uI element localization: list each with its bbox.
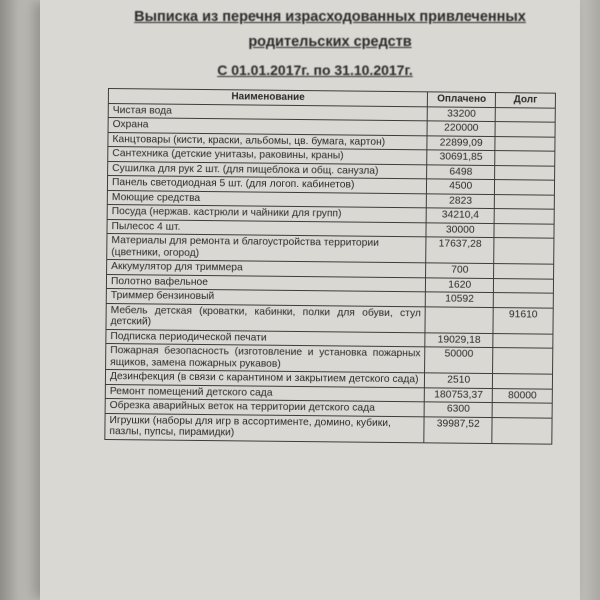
paid-amount: 10592: [426, 292, 494, 307]
item-name: Триммер бензиновый: [106, 288, 425, 306]
debt-amount: [494, 278, 554, 293]
debt-amount: [492, 403, 552, 418]
debt-amount: 80000: [492, 388, 552, 403]
debt-amount: [495, 165, 555, 180]
item-name: Охрана: [108, 118, 427, 136]
debt-amount: [493, 348, 553, 375]
paid-amount: 700: [426, 263, 494, 278]
item-name: Чистая вода: [108, 103, 427, 121]
item-name: Моющие средства: [107, 190, 426, 208]
item-name: Сантехника (детские унитазы, раковины, краны): [108, 147, 427, 165]
paid-amount: 1620: [426, 277, 494, 292]
paid-amount: 34210,4: [426, 208, 494, 223]
item-name: Мебель детская (кроватки, кабинки, полки для обуви, стул детский): [106, 303, 426, 332]
item-name: Игрушки (наборы для игр в ассортименте, домино, кубики, пазлы, пупсы, пирамидки): [105, 413, 425, 442]
paid-amount: 220000: [427, 121, 495, 136]
item-name: Обрезка аварийных веток на территории детского сада: [105, 398, 424, 416]
header-paid: Оплачено: [428, 92, 496, 107]
paid-amount: 22899,09: [427, 135, 495, 150]
debt-amount: [495, 180, 555, 195]
debt-amount: [495, 151, 555, 166]
debt-amount: 91610: [493, 307, 553, 334]
item-name: Подписка периодической печати: [106, 329, 425, 347]
title-line-1: Выписка из перечня израсходованных привлеченных: [134, 9, 526, 25]
debt-amount: [493, 293, 553, 308]
paid-amount: 180753,37: [425, 387, 493, 402]
item-name: Аккумулятор для триммера: [107, 259, 426, 277]
paid-amount: 30691,85: [427, 150, 495, 165]
paid-amount: 6498: [427, 164, 495, 179]
item-name: Дезинфекция (в связи с карантином и закрытием детского сада): [105, 369, 424, 387]
paid-amount: 17637,28: [426, 237, 494, 264]
item-name: Посуда (нержав. кастрюли и чайники для групп): [107, 204, 426, 222]
expenses-table: [104, 88, 556, 444]
debt-amount: [492, 417, 552, 444]
header-debt: Долг: [496, 93, 556, 108]
debt-amount: [495, 122, 555, 137]
paid-amount: 2823: [427, 193, 495, 208]
period-heading: С 01.01.2017г. по 31.10.2017г.: [217, 62, 413, 78]
document-title: [110, 6, 550, 56]
debt-amount: [494, 194, 554, 209]
paid-amount: 30000: [426, 222, 494, 237]
item-name: Сушилка для рук 2 шт. (для пищеблока и общ. санузла): [108, 161, 427, 179]
debt-amount: [493, 374, 553, 389]
item-name: Канцтовары (кисти, краски, альбомы, цв. бумага, картон): [108, 132, 427, 150]
item-name: Материалы для ремонта и благоустройства территории (цветники, огород): [107, 233, 427, 262]
debt-amount: [494, 223, 554, 238]
debt-amount: [494, 264, 554, 279]
paid-amount: [425, 306, 493, 333]
paid-amount: 6300: [424, 402, 492, 417]
header-name: Наименование: [108, 89, 427, 107]
item-name: Пылесос 4 шт.: [107, 219, 426, 237]
debt-amount: [494, 209, 554, 224]
paid-amount: 33200: [427, 106, 495, 121]
table-row: [105, 413, 552, 444]
item-name: Ремонт помещений детского сада: [105, 384, 424, 402]
item-name: Панель светодиодная 5 шт. (для логоп. кабинетов): [107, 176, 426, 194]
debt-amount: [495, 107, 555, 122]
paid-amount: 39987,52: [424, 416, 492, 443]
paid-amount: 4500: [427, 179, 495, 194]
debt-amount: [495, 136, 555, 151]
paid-amount: 19029,18: [425, 332, 493, 347]
debt-amount: [493, 333, 553, 348]
debt-amount: [494, 238, 554, 265]
paid-amount: 2510: [425, 373, 493, 388]
item-name: Полотно вафельное: [106, 274, 425, 292]
item-name: Пожарная безопасность (изготовление и установка пожарных ящиков, замена пожарных рукавов): [106, 343, 426, 372]
paid-amount: 50000: [425, 347, 493, 374]
title-line-2: родительских средств: [248, 34, 412, 50]
